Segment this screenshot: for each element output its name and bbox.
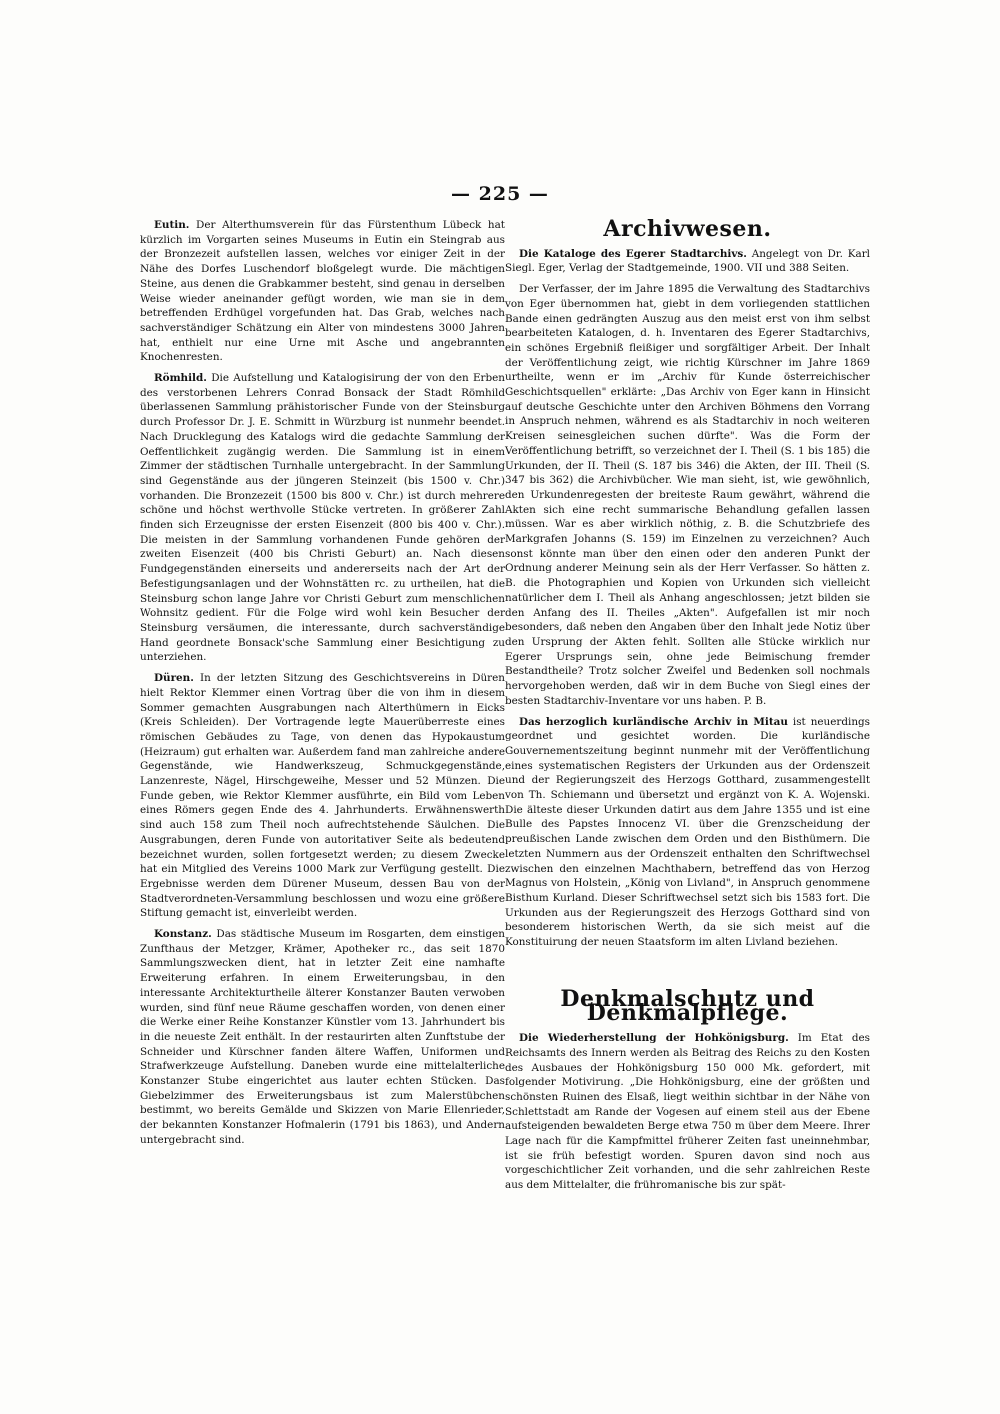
article-lead: Düren.	[154, 672, 194, 685]
article-text: ist neuerdings geordnet und gesichtet worden. Die kurländische Gouvernementszeitung beginnt nunmehr mit der Veröffentlichung eines systematischen Registers der Urkunden aus der Ordenszeit und der Regierungszeit des Herzogs Gotthard, zusammengestellt von Th. Schiemann und übersetzt und ergänzt von K. A. Wojenski. Die älteste dieser Urkunden datirt aus dem Jahre 1355 und ist eine Bulle des Papstes Innocenz VI. über die Grenzscheidung der preußischen Lande zwischen dem Orden und den Bisthümern. Die letzten Nummern aus der Ordenszeit enthalten den Schriftwechsel zwischen den einzelnen Machthabern, betreffend das von Herzog Magnus von Holstein, „König von Livland", in Anspruch genommene Bisthum Kurland. Dieser Schriftwechsel setzt sich bis 1583 fort. Die Urkunden aus der Regierungszeit des Herzogs Gotthard sind von besonderem historischen Werth, da sie sich meist auf die Konstituirung der neuen Staatsform im alten Livland beziehen.	[505, 715, 870, 949]
article-lead: Das herzoglich kurländische Archiv in Mitau	[519, 715, 788, 728]
article-text: Das städtische Museum im Rosgarten, dem einstigen Zunfthaus der Metzger, Krämer, Apotheker rc., das seit 1870 Sammlungszwecken dient, hat in letzter Zeit eine namhafte Erweiterung erfahren. In einem Erweiterungsbau, in den interessante Architekturtheile älterer Konstanzer Bauten verwoben wurden, sind fünf neue Räume geschaffen worden, von denen einer die Werke einer Reihe Konstanzer Künstler vom 13. Jahrhundert bis in die neueste Zeit enthält. In der restaurirten alten Zunftstube der Schneider und Kürschner fanden ältere Waffen, Uniformen und Strafwerkzeuge Aufstellung. Daneben wurde eine mittelalterliche Konstanzer Stube eingerichtet aus lauter echten Stücken. Das Giebelzimmer des Erweiterungsbaus ist zum Malerstübchen bestimmt, wo bereits Gemälde und Skizzen von Marie Ellenrieder, der bekannten Konstanzer Hofmalerin (1791 bis 1863), und Andern untergebracht sind.	[140, 928, 505, 1146]
article-lead: Die Wiederherstellung der Hohkönigsburg.	[519, 1032, 789, 1045]
article-text: Der Alterthumsverein für das Fürstenthum Lübeck hat kürzlich im Vorgarten seines Museums in Eutin ein Steingrab aus der Bronzezeit aufstellen lassen, welches vor einiger Zeit in der Nähe des Dorfes Luschendorf bloßgelegt wurde. Die mächtigen Steine, aus denen die Grabkammer besteht, sind genau in derselben Weise wieder aneinander gefügt worden, wie man sie in dem betreffenden Erdhügel vorgefunden hat. Das Grab, welches nach sachverständiger Schätzung ein Alter von mindestens 3000 Jahren hat, enthielt nur eine Urne mit Asche und angebrannten Knochenresten.	[140, 219, 505, 364]
article-text: Angelegt von Dr. Karl Siegl. Eger, Verlag der Stadtgemeinde, 1900. VII und 388 Seiten.	[505, 247, 870, 275]
article-lead: Konstanz.	[154, 928, 212, 941]
right-column	[505, 218, 870, 1199]
article-lead: Eutin.	[154, 219, 190, 231]
section-heading-archivwesen: Archivwesen.	[603, 216, 772, 242]
article-eutin	[140, 218, 505, 365]
article-egerer-review	[505, 282, 870, 708]
article-text: In der letzten Sitzung des Geschichtsvereins in Düren hielt Rektor Klemmer einen Vortrag über die von ihm in diesem Sommer gemachten Ausgrabungen nach Alterthümern in Eicks (Kreis Schleiden). Der Vortragende legte Mauerüberreste eines römischen Gebäudes zu Tage, von denen das Hypokaustum (Heizraum) gut erhalten war. Außerdem fand man zahlreiche andere Gegenstände, wie Handwerkszeug, Schmuckgegenstände, Lanzenreste, Nägel, Hirschgeweihe, Messer und 52 Münzen. Die Funde geben, wie Rektor Klemmer ausführte, ein Bild vom Leben eines Römers gegen Ende des 4. Jahrhunderts. Erwähnenswerth sind auch 158 zum Theil noch aufrechtstehende Säulchen. Die Ausgrabungen, deren Funde von autoritativer Seite als bedeutend bezeichnet wurden, sollen fortgesetzt werden; zu diesem Zwecke hat ein Mitglied des Vereins 1000 Mark zur Verfügung gestellt. Die Ergebnisse werden dem Dürener Museum, dessen Bau von der Stadtverordneten-Versammlung beschlossen und wozu eine größere Stiftung gemacht ist, einverleibt werden.	[140, 672, 505, 920]
article-mitau-archiv	[505, 715, 870, 950]
article-roemhild	[140, 371, 505, 665]
left-column	[140, 218, 505, 1154]
article-text: Im Etat des Reichsamts des Innern werden als Beitrag des Reichs zu den Kosten des Ausbaues der Hohkönigsburg 150 000 Mk. gefordert, mit folgender Motivirung. „Die Hohkönigsburg, eine der größten und schönsten Ruinen des Elsaß, liegt weithin sichtbar in der Nähe von Schlettstadt am Rande der Vogesen auf einem steil aus der Ebene aufsteigenden bewaldeten Berge etwa 750 m über dem Meere. Ihrer Lage nach für die Kampfmittel früherer Zeiten fast uneinnehmbar, ist sie früh befestigt worden. Spuren davon sind noch aus vorgeschichtlicher Zeit vorhanden, und die sehr zahlreichen Reste aus dem Mittelalter, die frühromanische bis zur spät-	[505, 1032, 871, 1192]
article-konstanz	[140, 927, 505, 1148]
article-lead: Die Kataloge des Egerer Stadtarchivs.	[519, 247, 747, 260]
article-egerer-kataloge	[505, 247, 870, 276]
article-hohkoenigsburg	[505, 1031, 870, 1193]
article-dueren	[140, 671, 505, 921]
section-heading-denkmalschutz: Denkmalschutz und Denkmalpflege.	[560, 985, 815, 1027]
article-text: Die Aufstellung und Katalogisirung der von den Erben des verstorbenen Lehrers Conrad Bonsack der Stadt Römhild überlassenen Sammlung prähistorischer Funde von der Steinsburg durch Professor Dr. J. E. Schmitt in Würzburg ist nunmehr beendet. Nach Drucklegung des Katalogs wird die gedachte Sammlung der Oeffentlichkeit zugängig werden. Die Sammlung ist in einem Zimmer der städtischen Turnhalle untergebracht. In der Sammlung sind Gegenstände aus der jüngeren Steinzeit (bis 1500 v. Chr.) vorhanden. Die Bronzezeit (1500 bis 800 v. Chr.) ist durch mehrere schöne und höchst werthvolle Stücke vertreten. In größerer Zahl finden sich Erzeugnisse der ersten Eisenzeit (800 bis 400 v. Chr.). Die meisten in der Sammlung vorhandenen Funde gehören der zweiten Eisenzeit (400 bis Christi Geburt) an. Nach diesen Fundgegenständen einerseits und andererseits nach der Art der Befestigungsanlagen und der Wohnstätten rc. zu urtheilen, hat die Steinsburg schon lange Jahre vor Christi Geburt zum menschlichen Wohnsitz gedient. Für die Folge wird wohl kein Besucher der Steinsburg versäumen, die interessante, durch sachverständige Hand geordnete Bonsack'sche Sammlung einer Besichtigung zu unterziehen.	[140, 372, 505, 664]
article-text: Der Verfasser, der im Jahre 1895 die Verwaltung des Stadtarchivs von Eger übernommen hat, giebt in dem vorliegenden stattlichen Bande einen gedrängten Auszug aus den meist erst von ihm selbst bearbeiteten Katalogen, d. h. Inventaren des Egerer Stadtarchivs, ein schönes Ergebniß fleißiger und sorgfältiger Arbeit. Der Inhalt der Veröffentlichung zeigt, wie richtig Kürschner im Jahre 1869 urtheilte, wenn er im „Archiv für Kunde österreichischer Geschichtsquellen" erklärte: „Das Archiv von Eger kann in Hinsicht auf deutsche Geschichte unter den Archiven Böhmens den Vorrang in Anspruch nehmen, während es als Stadtarchiv in noch weiteren Kreisen seinesgleichen suchen dürfte". Was die Form der Veröffentlichung betrifft, so verzeichnet der I. Theil (S. 1 bis 185) die Urkunden, der II. Theil (S. 187 bis 346) die Akten, der III. Theil (S. 347 bis 362) die Archivbücher. Wie man sieht, ist, wie gewöhnlich, den Urkundenregesten der breiteste Raum gewährt, während die Akten sich eine recht summarische Behandlung gefallen lassen müssen. War es aber wirklich nöthig, z. B. die Schutzbriefe des Markgrafen Johanns (S. 159) im Einzelnen zu verzeichnen? Auch sonst könnte man über den einen oder den anderen Punkt der Ordnung anderer Meinung sein als der Herr Verfasser. So hätten z. B. die Photographien und Kopien von Urkunden sich vielleicht natürlicher dem I. Theil als Anhang angeschlossen; jetzt bilden sie den Anfang des II. Theiles „Akten". Aufgefallen ist mir noch besonders, daß neben den Angaben über den Inhalt jede Notiz über den Ursprung der Akten fehlt. Sollten alle Stücke wirklich nur Egerer Ursprungs sein, ohne jede Beimischung fremder Bestandtheile? Trotz solcher Zweifel und Bedenken soll nochmals hervorgehoben werden, daß wir in dem Buche von Siegl eines der besten Stadtarchiv-Inventare vor uns haben. P. B.	[505, 283, 870, 707]
article-lead: Römhild.	[154, 372, 207, 385]
page-number: — 225 —	[451, 183, 549, 205]
